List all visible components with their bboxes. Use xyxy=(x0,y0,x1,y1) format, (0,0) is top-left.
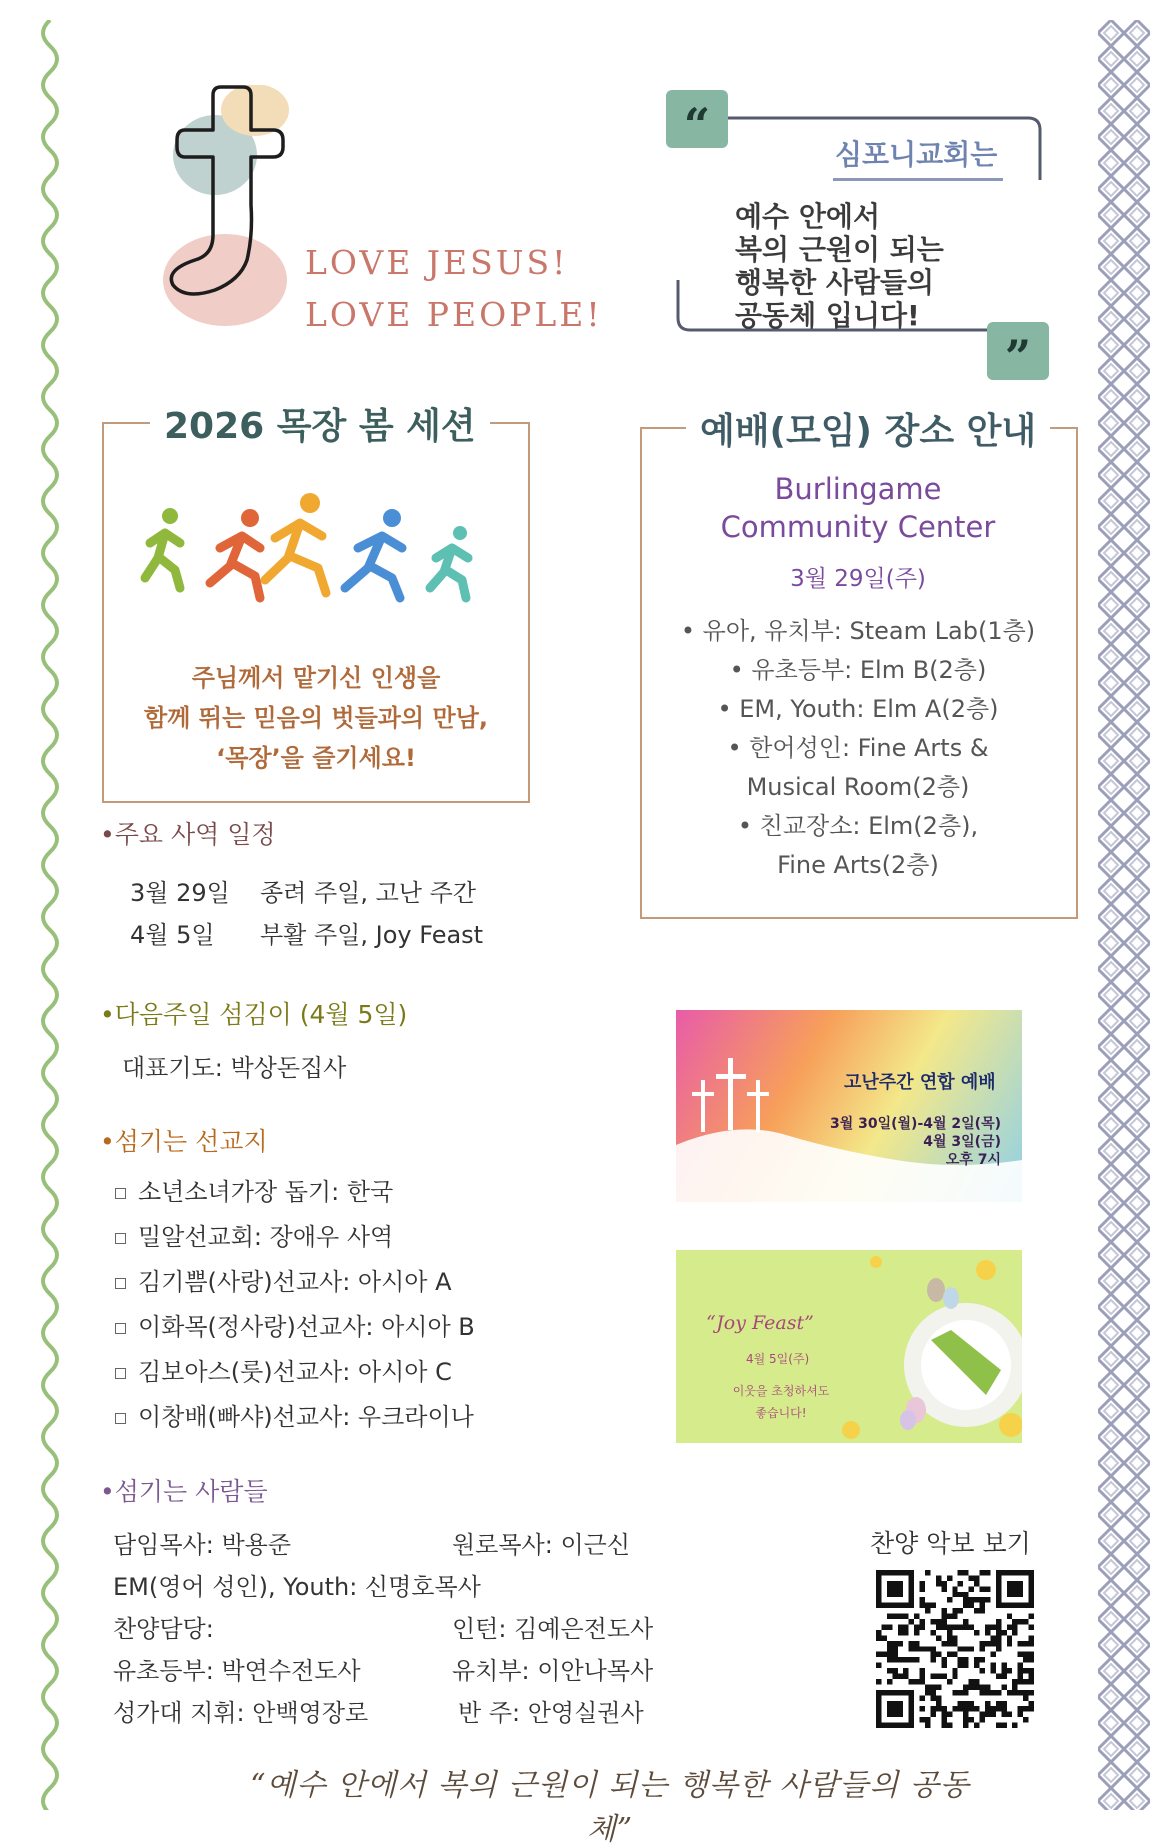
accompanist: 반 주: 안영실권사 xyxy=(458,1699,644,1727)
mokjang-line: ‘목장’을 즐기세요! xyxy=(216,744,416,772)
quote-body xyxy=(735,200,944,332)
mokjang-line: 함께 뛰는 믿음의 벗들과의 만남, xyxy=(144,704,488,732)
venue-name-line: Burlingame xyxy=(774,472,942,506)
mokjang-message xyxy=(102,658,530,778)
list-item: 김기쁨(사랑)선교사: 아시아 A xyxy=(115,1260,475,1305)
schedule-heading: •주요 사역 일정 xyxy=(100,820,276,849)
three-crosses-icon xyxy=(692,1058,769,1132)
list-item: 이창배(빠샤)선교사: 우크라이나 xyxy=(115,1395,475,1440)
next-week-heading: •다음주일 섬김이 (4월 5일) xyxy=(100,1000,408,1029)
mokjang-line: 주님께서 맡기신 인생을 xyxy=(191,664,441,692)
logo-blob-pink xyxy=(163,234,287,326)
venue-room: • 친교장소: Elm(2층), xyxy=(737,812,979,840)
square-bullet-icon xyxy=(115,1323,126,1334)
intern: 인턴: 김예은전도사 xyxy=(452,1615,654,1643)
venue-room: • 유아, 유치부: Steam Lab(1층) xyxy=(680,617,1036,645)
runner-teal-icon xyxy=(430,526,468,598)
missions-heading: •섬기는 선교지 xyxy=(100,1127,268,1156)
runner-orange-icon xyxy=(210,509,260,598)
feast-title: “Joy Feast” xyxy=(706,1312,814,1334)
list-item: 김보아스(룻)선교사: 아시아 C xyxy=(115,1350,475,1395)
quote-line: 행복한 사람들의 xyxy=(735,266,935,299)
logo-love-people: LOVE PEOPLE! xyxy=(305,295,603,334)
list-item: 밀알선교회: 장애우 사역 xyxy=(115,1215,475,1260)
footer-motto: “예수 안에서 복의 근원이 되는 행복한 사람들의 공동체” xyxy=(250,1768,970,1847)
runner-yellow-icon xyxy=(265,493,326,593)
senior-pastor: 담임목사: 박용준 xyxy=(113,1531,292,1559)
venue-name-line: Community Center xyxy=(720,510,996,544)
venue-room: • EM, Youth: Elm A(2층) xyxy=(717,695,999,723)
runners-illustration xyxy=(130,488,510,613)
feast-message: 이웃을 초청하셔도 좋습니다! xyxy=(732,1384,830,1420)
quote-line: 공동체 입니다! xyxy=(735,299,920,332)
schedule-date: 3월 29일 xyxy=(130,879,230,907)
quote-title: 심포니교회는 xyxy=(835,138,998,171)
square-bullet-icon xyxy=(115,1278,126,1289)
kinder-leader: 유치부: 이안나목사 xyxy=(452,1657,654,1685)
elder-pastor: 원로목사: 이근신 xyxy=(452,1531,631,1559)
poster-dates: 3월 30일(월)-4월 2일(목) 4월 3일(금) 오후 7시 xyxy=(829,1116,1001,1168)
venue-room: Musical Room(2층) xyxy=(746,773,970,801)
close-quote-icon: ” xyxy=(987,322,1049,380)
egg-icon xyxy=(927,1278,945,1302)
mokjang-title: 2026 목장 봄 세션 xyxy=(150,398,490,449)
open-quote-icon: “ xyxy=(666,90,728,148)
square-bullet-icon xyxy=(115,1368,126,1379)
choir-director: 성가대 지휘: 안백영장로 xyxy=(113,1699,369,1727)
list-item: 소년소녀가장 돕기: 한국 xyxy=(115,1170,475,1215)
venue-room: Fine Arts(2층) xyxy=(777,851,939,879)
quote-line: 복의 근원이 되는 xyxy=(735,233,944,266)
sheet-music-qr-code[interactable] xyxy=(876,1570,1034,1728)
tulip-icon xyxy=(976,1260,996,1280)
venue-room: • 유초등부: Elm B(2층) xyxy=(729,656,987,684)
quote-title-underline xyxy=(833,178,1003,181)
logo-love-jesus: LOVE JESUS! xyxy=(305,243,569,282)
schedule-desc: 종려 주일, 고난 주간 xyxy=(260,879,476,907)
geometric-pattern-border xyxy=(1098,20,1150,1810)
passion-week-poster[interactable] xyxy=(676,1010,1022,1202)
em-youth-pastor: EM(영어 성인), Youth: 신명호목사 xyxy=(113,1573,481,1601)
square-bullet-icon xyxy=(115,1188,126,1199)
next-week-prayer: 대표기도: 박상돈집사 xyxy=(122,1054,347,1082)
runner-blue-icon xyxy=(345,509,402,598)
venue-title: 예배(모임) 장소 안내 xyxy=(686,403,1050,454)
schedule-date: 4월 5일 xyxy=(130,921,215,949)
list-item: 이화목(정사랑)선교사: 아시아 B xyxy=(115,1305,475,1350)
square-bullet-icon xyxy=(115,1233,126,1244)
venue-date: 3월 29일(주) xyxy=(790,566,926,592)
poster-title: 고난주간 연합 예배 xyxy=(844,1072,996,1093)
poster-hill xyxy=(676,1010,1022,1202)
people-heading: •섬기는 사람들 xyxy=(100,1477,268,1506)
wavy-vine-border xyxy=(30,20,70,1810)
venue-name xyxy=(642,470,1074,546)
schedule-desc: 부활 주일, Joy Feast xyxy=(260,921,484,949)
worship-leader: 찬양담당: xyxy=(113,1615,214,1643)
square-bullet-icon xyxy=(115,1413,126,1424)
qr-label: 찬양 악보 보기 xyxy=(870,1529,1031,1558)
runner-green-icon xyxy=(145,508,180,588)
joy-feast-poster[interactable] xyxy=(676,1250,1022,1443)
venue-room-list xyxy=(642,612,1074,885)
feast-date: 4월 5일(주) xyxy=(746,1352,810,1366)
venue-room: • 한어성인: Fine Arts & xyxy=(727,734,989,762)
quote-line: 예수 안에서 xyxy=(735,200,880,233)
elementary-leader: 유초등부: 박연수전도사 xyxy=(113,1657,361,1685)
missions-list xyxy=(115,1170,475,1440)
